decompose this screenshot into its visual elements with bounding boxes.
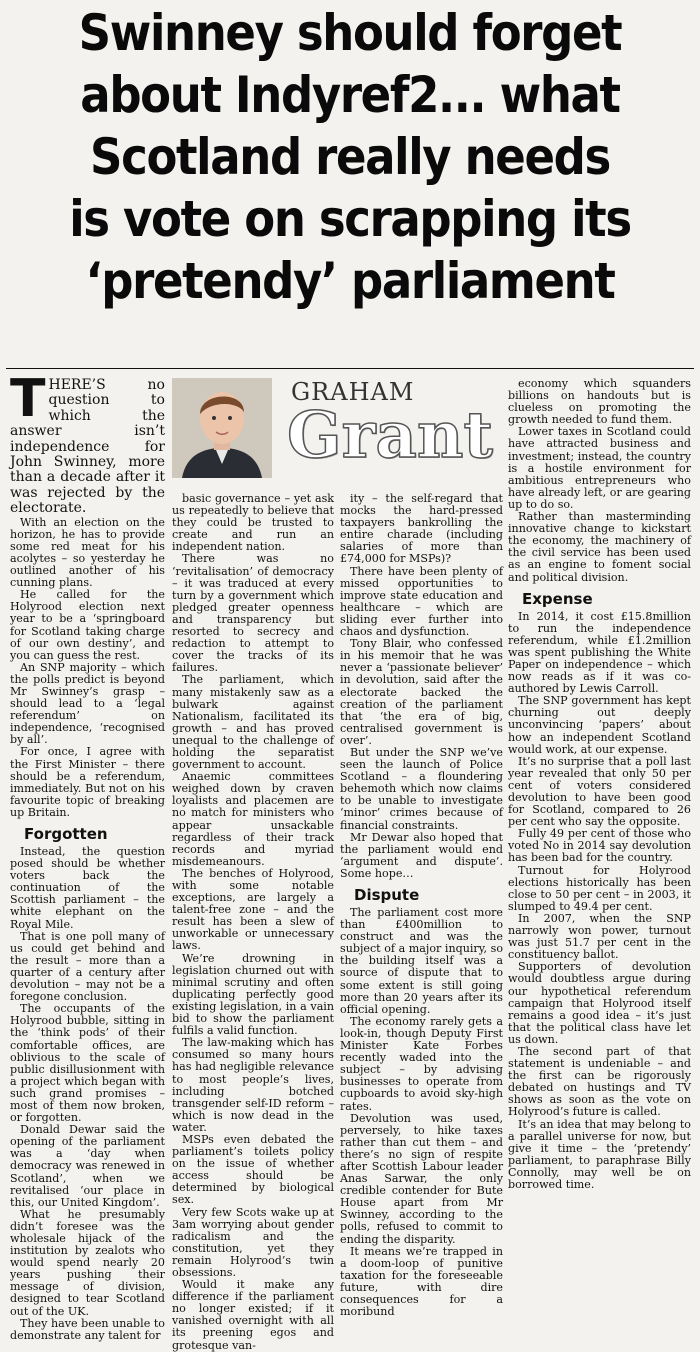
body-paragraph: The parliament cost more than £400million to construct and was the subject of a major inquiry, so the building itself was a source of dispute that to some extent is still going more than 20 years after its official opening. [340, 906, 503, 1016]
body-paragraph: The economy rarely gets a look-in, though Deputy First Minister Kate Forbes recently waded into the subject – by advising businesses to operate from cupboards to avoid sky-high rates. [340, 1014, 503, 1113]
body-paragraph: The law-making which has consumed so many hours has had negligible relevance to most people’s lives, including botched transgender self-ID reform – which is now dead in the water. [172, 1036, 334, 1134]
lead-paragraph [10, 369, 165, 517]
body-paragraph: The benches of Holyrood, with some notable exceptions, are largely a talent-free zone – and the result has been a slew of unworkable or unnecessary laws. [172, 866, 334, 953]
body-paragraph: That is one poll many of us could get behind and the result – more than a quarter of a century after devolution – may not be a foregone conclusion. [10, 929, 165, 1004]
headline-line: is vote on scrapping its [69, 190, 631, 248]
body-paragraph: The second part of that statement is undeniable – and the first can be rigorously debated on hustings and TV shows as soon as the vote on Holyrood’s future is called. [508, 1044, 691, 1119]
body-paragraph: Devolution was used, perversely, to hike taxes rather than cut them – and there’s no sign of respite after Scottish Labour leader Anas Sarwar, the only credible contender for Bute House apart from Mr Swinney, according to the polls, refused to commit to ending the disparity. [340, 1111, 503, 1246]
author-first-name: GRAHAM [291, 378, 415, 406]
body-paragraph: Tony Blair, who confessed in his memoir that he was never a ‘passionate believer’ in devolution, said after the electorate backed the creation of the parliament that ‘the era of big, centralised government is over’. [340, 637, 503, 747]
body-paragraph: Very few Scots wake up at 3am worrying about gender radicalism and the constitution, yet they remain Holyrood’s twin obsessions. [172, 1205, 334, 1279]
article-column-2 [172, 493, 334, 1352]
body-paragraph: ity – the self-regard that mocks the hard-pressed taxpayers bankrolling the entire charade (including salaries of more than £74,000 for MSPs)? [340, 492, 503, 566]
body-paragraph: Turnout for Holyrood elections historically has been close to 50 per cent – in 2003, it slumped to 49.4 per cent. [508, 863, 691, 913]
body-paragraph: Rather than masterminding innovative change to kickstart the economy, the machinery of the civil service has been used as an engine to foment social and political division. [508, 510, 691, 584]
author-last-name: Grant [287, 398, 493, 473]
subhead-dispute: Dispute [354, 886, 420, 904]
body-paragraph: basic governance – yet ask us repeatedly to believe that they could be trusted to create and run an independent nation. [172, 492, 334, 554]
body-paragraph: economy which squanders billions on handouts but is clueless on promoting the growth needed to fund them. [508, 377, 691, 427]
article-column-1 [10, 369, 165, 1342]
headline-line: Scotland really needs [90, 128, 610, 186]
body-paragraph: The parliament, which many mistakenly saw as a bulwark against Nationalism, facilitated its growth – and has proved unequal to the challenge of holding the separatist government to account. [172, 673, 334, 772]
body-paragraph: We’re drowning in legislation churned out with minimal scrutiny and often duplicating perfectly good existing legislation, in a vain bid to show the parliament fulfils a valid function. [172, 951, 334, 1038]
body-paragraph: Fully 49 per cent of those who voted No in 2014 say devolution has been bad for the country. [508, 827, 691, 865]
byline [172, 378, 502, 478]
headline-line: about Indyref2... what [80, 66, 620, 124]
drop-cap: T [10, 369, 46, 429]
headline-divider [6, 368, 694, 369]
body-paragraph: There was no ‘revitalisation’ of democracy – it was traduced at every turn by a government which pledged greater openness and transparency but resorted to secrecy and redaction to attempt to cover the tracks of its failures. [172, 552, 334, 675]
body-paragraph: Mr Dewar also hoped that the parliament would end ‘argument and dispute’. Some hope… [340, 830, 503, 880]
body-paragraph: The SNP government has kept churning out deeply unconvincing ‘papers’ about how an independent Scotland would work, at our expense. [508, 694, 691, 756]
author-photo [172, 378, 272, 478]
body-paragraph: But under the SNP we’ve seen the launch of Police Scotland – a floundering behemoth which now claims to be unable to investigate ‘minor’ crimes because of financial constraints. [340, 745, 503, 832]
body-paragraph: There have been plenty of missed opportunities to improve state education and healthcare – which are sliding ever further into chaos and dysfunction. [340, 564, 503, 639]
headline-line: ‘pretendy’ parliament [85, 252, 615, 310]
body-paragraph: Lower taxes in Scotland could have attracted business and investment; instead, the country is a hostile environment for ambitious entrepreneurs who have already left, or are gearing up to do so. [508, 425, 691, 511]
article-column-3 [340, 493, 503, 1318]
headline-line: Swinney should forget [78, 4, 622, 62]
subhead-forgotten: Forgotten [24, 825, 108, 843]
body-paragraph: They have been unable to demonstrate any talent for [10, 1316, 165, 1342]
lead-text: HERE’S no question to which the answer isn’t independence for John Swinney, more than a decade after it was rejected by the electorate. [10, 377, 165, 517]
body-paragraph: The occupants of the Holyrood bubble, sitting in the ‘think pods’ of their comfortable offices, are oblivious to the scale of public disillusionment with a project which began with such grand promises – most of them now broken, or forgotten. [10, 1002, 165, 1125]
body-paragraph: It means we’re trapped in a doom-loop of punitive taxation for the foreseeable future, with dire consequences for a moribund [340, 1244, 503, 1319]
body-paragraph: Supporters of devolution would doubtless argue during our hypothetical referendum campaign that Holyrood itself remains a good idea – it’s just that the political class have let us down. [508, 960, 691, 1046]
subhead-expense: Expense [522, 589, 593, 608]
body-paragraph: Donald Dewar said the opening of the parliament was a ‘day when democracy was renewed in Scotland’, when we revitalised ‘our place in this, our United Kingdom’. [10, 1123, 165, 1209]
body-paragraph: In 2014, it cost £15.8million to run the independence referendum, while £1.2million was spent publishing the White Paper on independence – which now reads as if it was co-authored by Lewis Carroll. [508, 609, 691, 696]
body-paragraph: Anaemic committees weighed down by craven loyalists and placemen are no match for ministers who appear unsackable regardless of their track records and myriad misdemeanours. [172, 770, 334, 868]
headline [35, 2, 665, 312]
body-paragraph: For once, I agree with the First Minister – there should be a referendum, immediately. But not on his favourite topic of breaking up Britain. [10, 745, 165, 819]
author-portrait-icon [172, 378, 272, 478]
body-paragraph: MSPs even debated the parliament’s toilets policy on the issue of whether access should be determined by biological sex. [172, 1132, 334, 1207]
body-paragraph: Would it make any difference if the parliament no longer existed; if it vanished overnight with all its preening egos and grotesque van- [172, 1278, 334, 1352]
article-column-4 [508, 378, 691, 1191]
body-paragraph: In 2007, when the SNP narrowly won power, turnout was just 51.7 per cent in the constituency ballot. [508, 911, 691, 962]
body-paragraph: It’s no surprise that a poll last year revealed that only 50 per cent of voters considered devolution to have been good for Scotland, compared to 26 per cent who say the opposite. [508, 754, 691, 829]
body-paragraph: He called for the Holyrood election next year to be a ‘springboard for Scotland taking charge of our own destiny’, and you can guess the rest. [10, 588, 165, 662]
body-paragraph: Instead, the question posed should be whether voters back the continuation of the Scottish parliament – the white elephant on the Royal Mile. [10, 845, 165, 931]
body-paragraph: With an election on the horizon, he has to provide some red meat for his acolytes – so yesterday he outlined another of his cunning plans. [10, 515, 165, 590]
body-paragraph: An SNP majority – which the polls predict is beyond Mr Swinney’s grasp – should lead to a ‘legal referendum’ on independence, ‘recognised by all’. [10, 660, 165, 747]
body-paragraph: What he presumably didn’t foresee was the wholesale hijack of the institution by zealots who would spend nearly 20 years pushing their message of division, designed to tear Scotland out of the UK. [10, 1207, 165, 1318]
author-name [287, 378, 497, 478]
body-paragraph: It’s an idea that may belong to a parallel universe for now, but give it time – the ‘pretendy’ parliament, to paraphrase Billy Connolly, may well be on borrowed time. [508, 1117, 691, 1191]
